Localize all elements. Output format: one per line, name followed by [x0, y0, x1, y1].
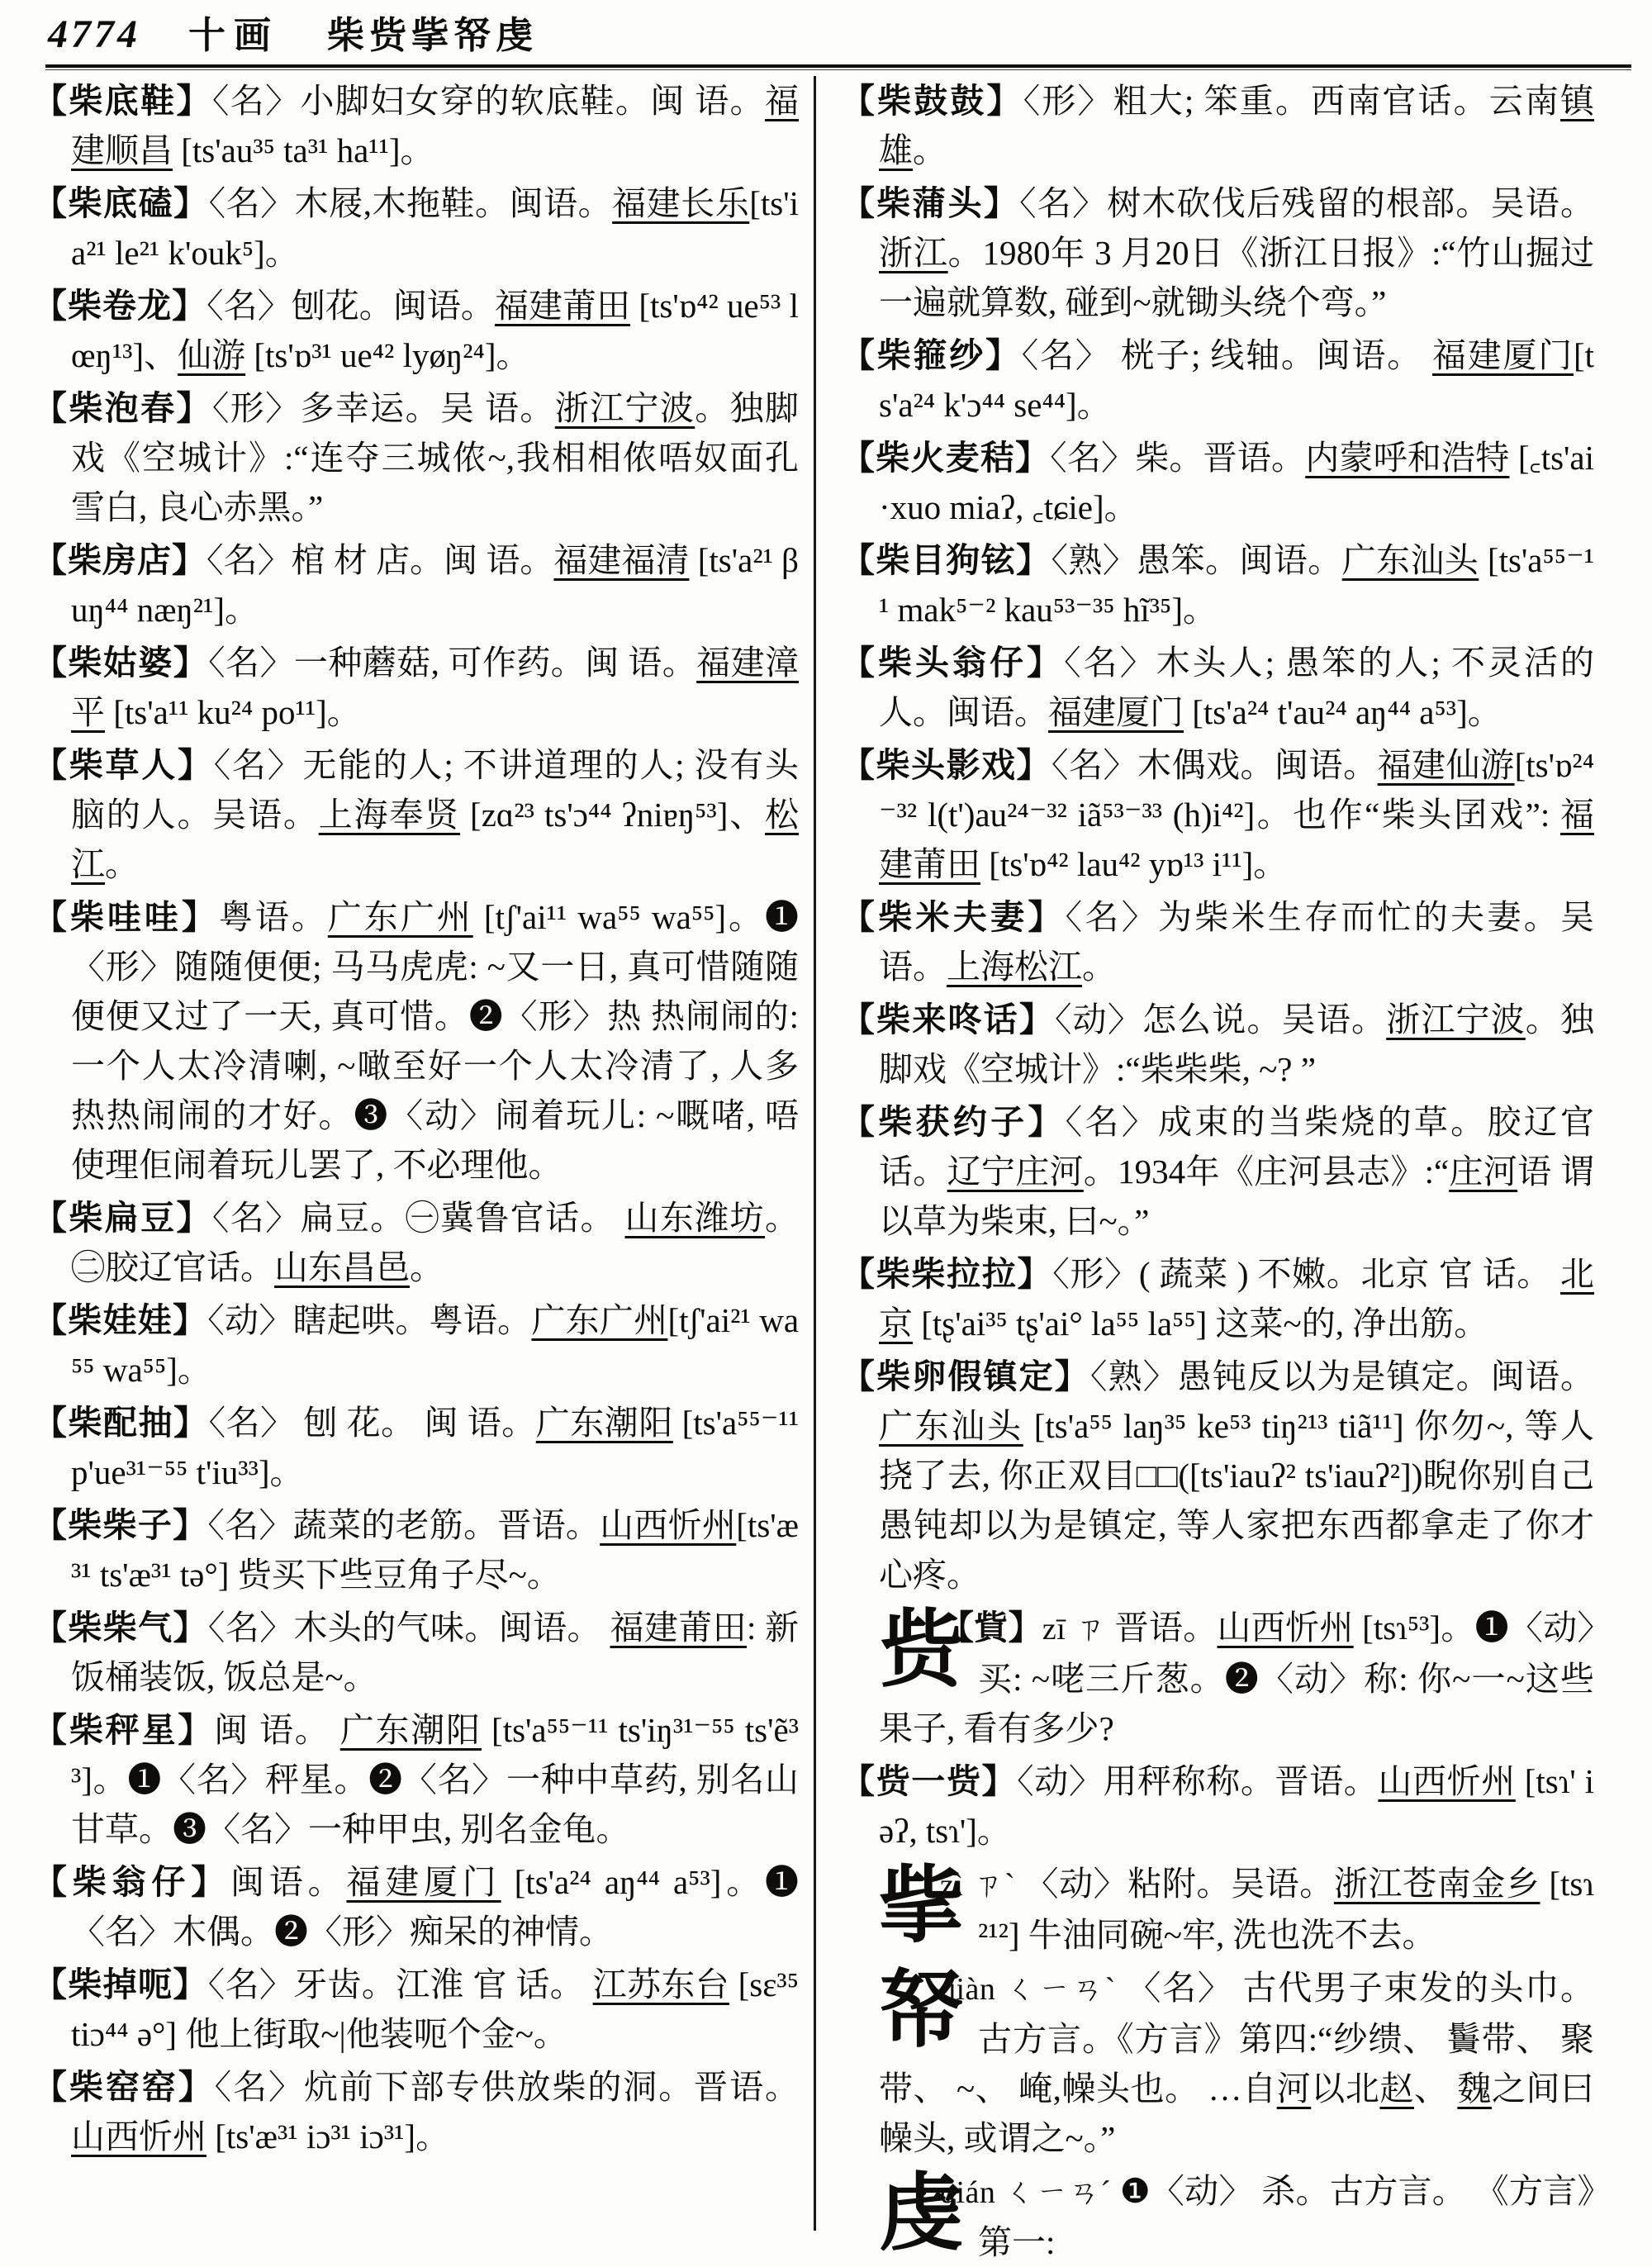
entry-definition: 〈熟〉愚笨。闽语。广东汕头 [ts'a⁵⁵⁻¹¹ mak⁵⁻² kau⁵³⁻³⁵ hĩ³⁵]。 [879, 541, 1595, 629]
dict-entry [841, 892, 1594, 991]
dict-entry [841, 330, 1594, 430]
entry-definition: 〈动〉粘附。吴语。浙江苍南金乡 [tsɿ²¹²] 牛油同碗~牢, 洗也洗不去。 [978, 1865, 1595, 1954]
entry-definition: 闽 语。 广东潮阳 [ts'a⁵⁵⁻¹¹ ts'iŋ³¹⁻⁵⁵ ts'ẽ³³]。❶〈名〉秤星。❷〈名〉一种中草药, 别名山甘草。❸〈名〉一种甲虫, 别名金龟。 [71, 1711, 800, 1848]
entry-definition: 〈名〉炕前下部专供放柴的洞。晋语。山西忻州 [ts'æ³¹ iɔ³¹ iɔ³¹]。 [71, 2068, 800, 2155]
traditional-variant: 【貲】 [940, 1609, 1042, 1647]
entry-definition: 〈名〉为柴米生存而忙的夫妻。吴语。上海松江。 [879, 898, 1595, 986]
entry-definition: 〈动〉瞎起哄。粤语。广东广州[tʃ'ai²¹ wa⁵⁵ wa⁵⁵]。 [71, 1301, 800, 1389]
dict-entry [841, 178, 1594, 327]
dict-entry [33, 1857, 799, 1956]
character-entry [841, 1963, 1594, 2163]
character-entry [841, 1603, 1594, 1753]
entry-definition: 晋语。山西忻州 [tsɿ⁵³]。❶〈动〉买: ~咾三斤葱。❷〈动〉称: 你~一~这些果子, 看有多少? [879, 1609, 1594, 1747]
entry-headword: 【柴扁豆】 [33, 1199, 212, 1237]
entry-definition: 〈名〉 刨 花。 闽 语。广东潮阳 [ts'a⁵⁵⁻¹¹ p'ue³¹⁻⁵⁵ t'iu³³]。 [71, 1404, 800, 1491]
pronunciation: qián ㄑㄧㄢˊ [940, 2175, 1120, 2210]
entry-headword: 【柴卵假镇定】 [841, 1357, 1090, 1395]
dict-entry [841, 433, 1594, 532]
entry-head-character: 㧘 [879, 1861, 963, 1954]
entry-headword: 【柴泡春】 [33, 389, 212, 427]
dict-entry [33, 1603, 799, 1702]
dict-entry [841, 638, 1594, 737]
section-headword-chars: 柴赀㧘帑虔 [327, 15, 539, 56]
page-header [48, 12, 1629, 55]
entry-definition: 〈熟〉愚钝反以为是镇定。闽语。广东汕头 [ts'a⁵⁵ laŋ³⁵ ke⁵³ tiŋ²¹³ tiã¹¹] 你勿~, 等人挠了去, 你正双目□□([ts'iauʔ² ts'iauʔ²])睨你别自己愚钝却以为是镇定, 等人家把东西都拿走了你才心疼。 [879, 1357, 1595, 1594]
dict-entry [33, 281, 799, 380]
entry-head-character: 帑 [879, 1965, 963, 2058]
text-columns [33, 76, 1635, 2261]
entry-definition: 〈名〉 古代男子束发的头巾。古方言。《方言》第四:“纱缋、 䰎带、 聚带、 ~、 崦,幧头也。 …自河以北赵、 魏之间曰幧头, 或谓之~。” [879, 1969, 1595, 2157]
entry-headword: 【柴火麦秸】 [841, 439, 1051, 477]
dict-entry [841, 995, 1594, 1094]
character-entry [841, 1859, 1594, 1960]
header-divider-rule [45, 64, 1631, 68]
dict-entry [33, 1705, 799, 1854]
entry-headword: 【柴秤星】 [33, 1711, 215, 1749]
entry-definition: 〈形〉多幸运。吴 语。浙江宁波。独脚戏《空城计》:“连夺三城侬~,我相相侬唔奴面孔雪白, 良心赤黑。” [71, 389, 799, 526]
page-number: 4774 [48, 12, 140, 56]
pronunciation: zì ㄗˋ [940, 1868, 1025, 1903]
entry-definition: 〈名〉 桄子; 线轴。闽语。 福建厦门[ts'a²⁴ k'ɔ⁴⁴ se⁴⁴]。 [879, 336, 1595, 424]
entry-definition: 〈名〉木屐,木拖鞋。闽语。福建长乐[ts'ia²¹ le²¹ k'ouk⁵]。 [71, 184, 800, 272]
entry-definition: 〈名〉牙齿。江淮 官 话。 江苏东台 [sɛ³⁵ tiɔ⁴⁴ ə°] 他上街取~|他装呃个金~。 [71, 1965, 800, 2053]
dict-entry [33, 740, 799, 889]
entry-headword: 【柴配抽】 [33, 1404, 209, 1442]
entry-definition: 〈名〉扁豆。㊀冀鲁官话。 山东潍坊。㊁胶辽官话。山东昌邑。 [71, 1199, 799, 1286]
entry-definition: 〈名〉柴。晋语。内蒙呼和浩特 [꜀ts'ai ·xuo miaʔ, ꜀tɕie]。 [879, 439, 1595, 526]
entry-headword: 【柴箍纱】 [841, 336, 1022, 374]
dict-entry [841, 535, 1594, 634]
entry-definition: 〈名〉木头人; 愚笨的人; 不灵活的人。闽语。福建厦门 [ts'a²⁴ t'au²⁴ aŋ⁴⁴ a⁵³]。 [879, 644, 1594, 731]
dict-entry [33, 2062, 799, 2161]
entry-headword: 【柴米夫妻】 [841, 898, 1066, 936]
entry-definition: 〈名〉树木砍伐后残留的根部。吴语。浙江。1980年 3 月20日《浙江日报》:“竹山掘过一遍就算数, 碰到~就锄头绕个弯。” [879, 184, 1595, 321]
entry-headword: 【柴目狗铉】 [841, 541, 1051, 579]
entry-head-character: 虔 [879, 2168, 963, 2261]
entry-headword: 【柴卷龙】 [33, 287, 207, 325]
entry-headword: 【柴窑窑】 [33, 2068, 215, 2106]
dict-entry [33, 76, 799, 175]
entry-headword: 【柴头翁仔】 [841, 644, 1065, 682]
entry-definition: 闽语。福建厦门 [ts'a²⁴ aŋ⁴⁴ a⁵³]。❶〈名〉木偶。❷〈形〉痴呆的神情。 [71, 1863, 800, 1951]
stroke-count-section: 十画 [188, 15, 280, 56]
entry-definition: 〈名〉蔬菜的老筋。晋语。山西忻州[ts'æ³¹ ts'æ³¹ tə°] 赀买下些豆角子尽~。 [71, 1506, 800, 1594]
entry-headword: 【柴头影戏】 [841, 746, 1052, 784]
entry-definition: 〈名〉成束的当柴烧的草。胶辽官话。辽宁庄河。1934年《庄河县志》:“庄河语 谓 以草为柴束, 曰~。” [879, 1103, 1595, 1240]
entry-definition: 〈名〉棺 材 店。闽 语。福建福清 [ts'a²¹ βuŋ⁴⁴ næŋ²¹]。 [71, 541, 800, 629]
entry-headword: 【柴底磕】 [33, 184, 209, 222]
entry-definition: 〈名〉木头的气味。闽语。 福建莆田: 新饭桶装饭, 饭总是~。 [71, 1609, 799, 1696]
entry-headword: 【柴来咚话】 [841, 1000, 1055, 1038]
dict-entry [841, 1352, 1594, 1599]
entry-headword: 【柴房店】 [33, 541, 207, 579]
entry-headword: 【柴柴子】 [33, 1506, 208, 1544]
entry-definition: 粤语。广东广州 [tʃ'ai¹¹ wa⁵⁵ wa⁵⁵]。❶〈形〉随随便便; 马马虎虎: ~又一日, 真可惜随随便便又过了一天, 真可惜。❷〈形〉热 热闹闹的: 一个人太冷清喇, ~噉至好一个人太冷清了, 人多热热闹闹的才好。❸〈动〉闹着玩儿: ~嘅啫, 唔使理佢闹着玩儿罢了, 不必理他。 [71, 898, 800, 1184]
entry-headword: 【柴蒲头】 [841, 184, 1020, 222]
dict-entry [33, 892, 799, 1190]
entry-headword: 【柴姑婆】 [33, 644, 209, 682]
entry-headword: 【柴鼓鼓】 [841, 82, 1023, 120]
character-entry [841, 2166, 1594, 2267]
entry-definition: 〈动〉怎么说。吴语。浙江宁波。独脚戏《空城计》:“柴柴柴, ~? ” [879, 1000, 1595, 1088]
dict-entry [33, 1295, 799, 1395]
entry-headword: 【柴柴气】 [33, 1609, 208, 1647]
entry-headword: 【赀一赀】 [841, 1762, 1018, 1800]
entry-definition: 〈动〉用秤称称。晋语。山西忻州 [tsɿ' iəʔ, tsɿ']。 [879, 1762, 1595, 1850]
entry-head-character: 赀 [879, 1604, 963, 1698]
entry-definition: ❶〈动〉 杀。古方言。 《方言》第一: [978, 2172, 1594, 2261]
entry-headword: 【柴娃娃】 [33, 1301, 208, 1339]
entry-headword: 【柴哇哇】 [33, 898, 219, 936]
entry-definition: 〈名〉木偶戏。闽语。福建仙游[ts'ɒ²⁴⁻³² l(t')au²⁴⁻³² iã⁵³⁻³³ (h)i⁴²]。也作“柴头囝戏”: 福建莆田 [ts'ɒ⁴² lau⁴² yɒ¹³ i¹¹]。 [879, 746, 1595, 883]
dict-entry [33, 638, 799, 737]
entry-definition: 〈形〉粗大; 笨重。西南官话。云南镇雄。 [879, 82, 1595, 169]
entry-headword: 【柴草人】 [33, 746, 214, 784]
dict-entry [33, 1398, 799, 1497]
dict-entry [33, 1193, 799, 1292]
dict-entry [33, 1500, 799, 1599]
entry-definition: 〈名〉一种蘑菇, 可作药。闽 语。福建漳平 [ts'a¹¹ ku²⁴ po¹¹]。 [71, 644, 800, 731]
pronunciation: qiàn ㄑㄧㄢˋ [940, 1972, 1127, 2007]
entry-headword: 【柴掉呃】 [33, 1965, 208, 2003]
dict-entry [33, 1960, 799, 2059]
entry-headword: 【柴柴拉拉】 [841, 1255, 1053, 1293]
entry-definition: 〈形〉( 蔬菜 ) 不嫩。北京 官 话。 北京 [tʂ'ai³⁵ tʂ'ai° la⁵⁵ la⁵⁵] 这菜~的, 净出筋。 [879, 1255, 1594, 1343]
entry-definition: 〈名〉无能的人; 不讲道理的人; 没有头脑的人。吴语。上海奉贤 [zɑ²³ ts'ɔ⁴⁴ ʔniɐŋ⁵³]、松江。 [71, 746, 800, 883]
entry-headword: 【柴翁仔】 [33, 1863, 230, 1901]
dict-entry [33, 383, 799, 532]
right-column [814, 76, 1595, 2261]
entry-definition: 〈名〉刨花。闽语。福建莆田 [ts'ɒ⁴² ue⁵³ lœŋ¹³]、仙游 [ts'ɒ³¹ ue⁴² lyøŋ²⁴]。 [71, 287, 799, 374]
entry-headword: 【柴底鞋】 [33, 82, 212, 120]
dict-entry [841, 1097, 1594, 1246]
left-column [33, 76, 814, 2231]
dict-entry [841, 1756, 1594, 1856]
dict-entry [841, 1249, 1594, 1348]
pronunciation: zī ㄗ [1042, 1612, 1115, 1647]
dict-entry [841, 740, 1594, 889]
entry-definition: 〈名〉小脚妇女穿的软底鞋。闽 语。福建顺昌 [ts'au³⁵ ta³¹ ha¹¹]。 [71, 82, 799, 169]
entry-headword: 【柴获约子】 [841, 1103, 1066, 1141]
dict-entry [33, 178, 799, 278]
dict-entry [841, 76, 1594, 175]
dict-entry [33, 535, 799, 634]
